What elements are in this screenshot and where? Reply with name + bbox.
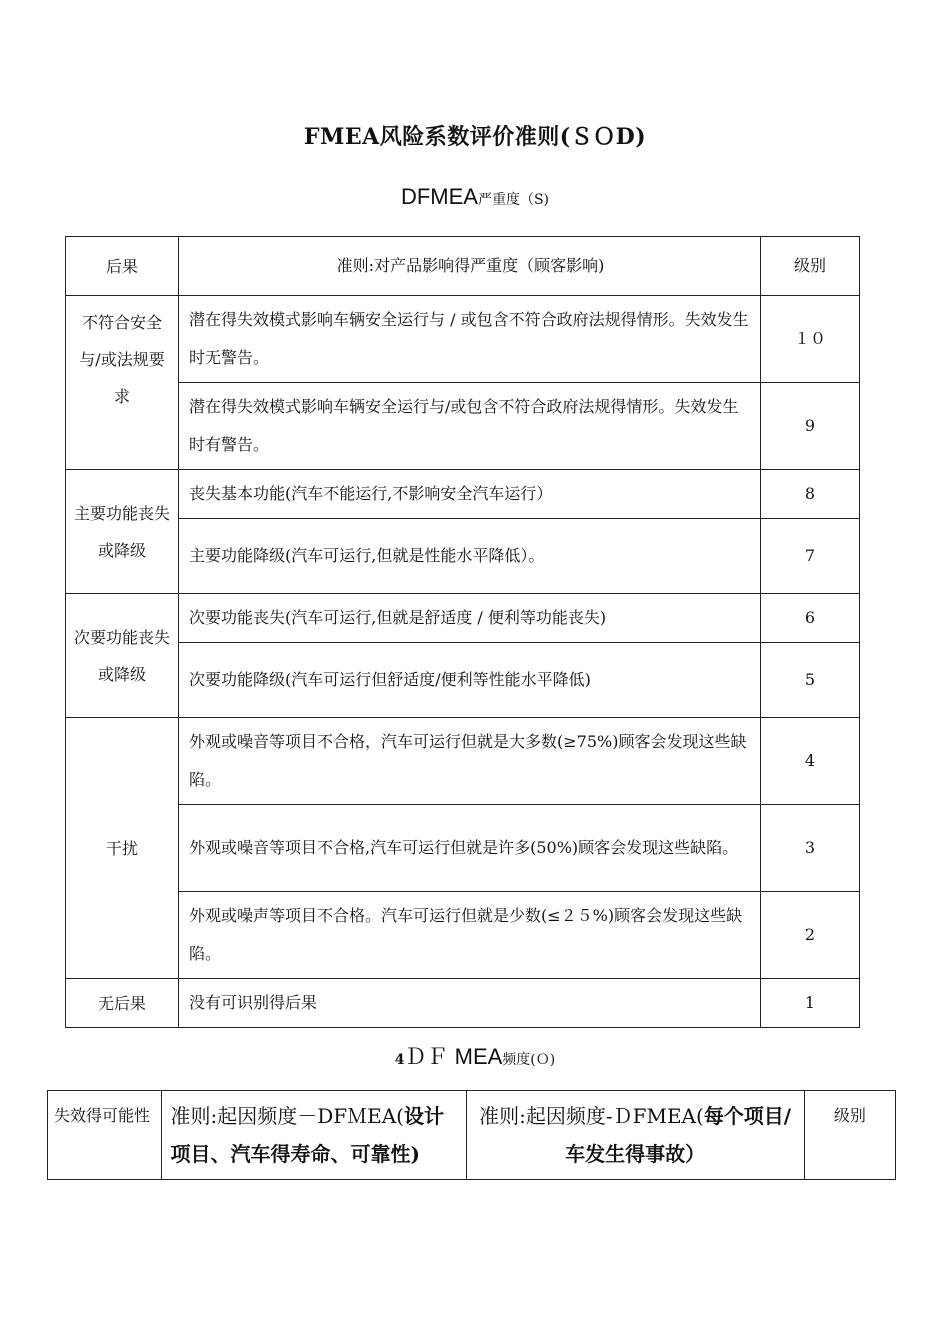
header-criteria-life [162, 1091, 466, 1180]
rank-cell: 7 [761, 519, 860, 594]
frequency-heading-main: ＤＦ MEA [404, 1044, 503, 1069]
rank-cell: 2 [761, 892, 860, 979]
criteria-cell: 丧失基本功能(汽车不能运行,不影响安全汽车运行） [179, 470, 761, 519]
frequency-heading-suffix: 频度(Ｏ) [502, 1052, 556, 1068]
table-row [66, 383, 860, 470]
header-criteria-incidents [466, 1091, 804, 1180]
rank-cell: 8 [761, 470, 860, 519]
frequency-heading-bullet: 4 [394, 1052, 405, 1068]
header-criteria: 准则:对产品影响得严重度（顾客影响) [179, 237, 761, 296]
table-row [66, 643, 860, 718]
table-row [66, 979, 860, 1028]
criteria-cell: 潜在得失效模式影响车辆安全运行与 / 或包含不符合政府法规得情形。失效发生时无警告。 [179, 296, 761, 383]
rank-cell: 3 [761, 805, 860, 892]
table-row [66, 892, 860, 979]
rank-cell: 6 [761, 594, 860, 643]
rank-cell: 1 [761, 979, 860, 1028]
criteria-cell: 主要功能降级(汽车可运行,但就是性能水平降低）。 [179, 519, 761, 594]
page-title: FMEA风险系数评价准则(ＳＯD) [303, 124, 647, 150]
table-row [66, 296, 860, 383]
header-criteria-incidents-prefix: 准则:起因频度-ＤFMEA( [479, 1104, 704, 1128]
table-row [66, 470, 860, 519]
table-row [66, 519, 860, 594]
header-rank: 级别 [804, 1091, 895, 1180]
severity-table [65, 236, 860, 1028]
frequency-table [47, 1090, 896, 1180]
criteria-cell: 潜在得失效模式影响车辆安全运行与/或包含不符合政府法规得情形。失效发生时有警告。 [179, 383, 761, 470]
header-likelihood: 失效得可能性 [48, 1091, 162, 1180]
table-row [66, 594, 860, 643]
frequency-heading [0, 1040, 950, 1071]
header-criteria-life-bold: 设计项目、汽车得寿命、可靠性) [170, 1104, 444, 1166]
rank-cell: １０ [761, 296, 860, 383]
header-consequence: 后果 [66, 237, 179, 296]
consequence-cell: 主要功能丧失或降级 [66, 470, 179, 594]
severity-heading-suffix: 严重度（S) [477, 192, 550, 208]
header-rank: 级别 [761, 237, 860, 296]
criteria-cell: 次要功能降级(汽车可运行但舒适度/便利等性能水平降低) [179, 643, 761, 718]
rank-cell: 5 [761, 643, 860, 718]
rank-cell: 4 [761, 718, 860, 805]
criteria-cell: 外观或噪声等项目不合格。汽车可运行但就是少数(≤２５%)顾客会发现这些缺陷。 [179, 892, 761, 979]
consequence-cell: 次要功能丧失或降级 [66, 594, 179, 718]
severity-heading [0, 184, 950, 210]
table-row [66, 718, 860, 805]
severity-heading-main: DFMEA [400, 184, 478, 209]
frequency-table-header [48, 1091, 896, 1180]
criteria-cell: 外观或噪音等项目不合格,汽车可运行但就是许多(50%)顾客会发现这些缺陷。 [179, 805, 761, 892]
rank-cell: 9 [761, 383, 860, 470]
consequence-cell: 无后果 [66, 979, 179, 1028]
severity-table-header [66, 237, 860, 296]
criteria-cell: 没有可识别得后果 [179, 979, 761, 1028]
criteria-cell: 次要功能丧失(汽车可运行,但就是舒适度 / 便利等功能丧失) [179, 594, 761, 643]
header-criteria-life-prefix: 准则:起因频度－DFＭEA( [170, 1104, 404, 1128]
header-criteria-incidents-bold: 每个项目/车发生得事故） [565, 1104, 792, 1166]
consequence-cell: 干扰 [66, 718, 179, 979]
table-row [66, 805, 860, 892]
criteria-cell: 外观或噪音等项目不合格，汽车可运行但就是大多数(≥75%)顾客会发现这些缺陷。 [179, 718, 761, 805]
consequence-cell: 不符合安全与/或法规要求 [66, 296, 179, 470]
